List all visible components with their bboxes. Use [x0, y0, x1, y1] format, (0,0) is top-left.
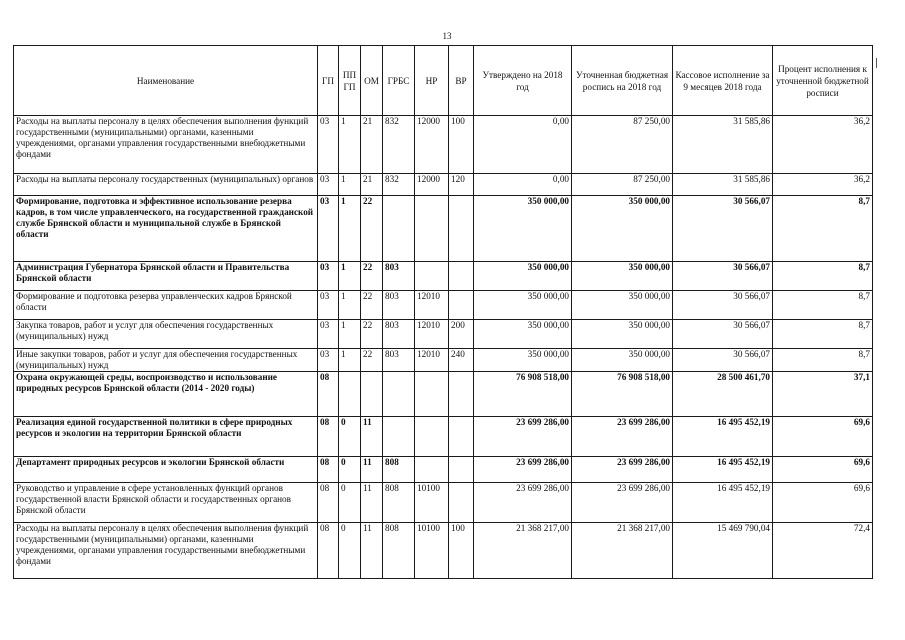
cell-gp: 03 — [318, 116, 339, 174]
cell-percent: 36,2 — [773, 116, 873, 174]
cell-grbs: 832 — [383, 174, 415, 196]
cell-refined: 350 000,00 — [572, 349, 673, 372]
cell-ppgp: 0 — [339, 523, 361, 579]
header-grbs: ГРБС — [383, 46, 415, 116]
cell-percent: 72,4 — [773, 523, 873, 579]
cell-np: 10100 — [415, 523, 449, 579]
cell-name: Формирование и подготовка резерва управленческих кадров Брянской области — [14, 291, 318, 320]
cell-approved: 350 000,00 — [474, 262, 572, 291]
cell-ppgp: 0 — [339, 417, 361, 457]
table-row — [14, 262, 873, 291]
cell-percent: 69,6 — [773, 483, 873, 523]
cell-refined: 87 250,00 — [572, 174, 673, 196]
cell-refined: 76 908 518,00 — [572, 372, 673, 417]
cell-ppgp: 1 — [339, 262, 361, 291]
cell-name: Администрация Губернатора Брянской области и Правительства Брянской области — [14, 262, 318, 291]
cell-ppgp: 1 — [339, 196, 361, 262]
cell-refined: 23 699 286,00 — [572, 457, 673, 483]
cell-vr — [449, 196, 474, 262]
cell-refined: 23 699 286,00 — [572, 417, 673, 457]
cell-cash: 30 566,07 — [673, 291, 773, 320]
cell-np — [415, 262, 449, 291]
cell-ppgp: 1 — [339, 174, 361, 196]
cell-vr: 120 — [449, 174, 474, 196]
table-row — [14, 349, 873, 372]
cell-percent: 8,7 — [773, 291, 873, 320]
cell-grbs: 803 — [383, 320, 415, 349]
cell-approved: 21 368 217,00 — [474, 523, 572, 579]
cell-cash: 30 566,07 — [673, 349, 773, 372]
cell-np — [415, 196, 449, 262]
cell-om: 21 — [361, 174, 383, 196]
cell-percent: 69,6 — [773, 457, 873, 483]
cell-vr — [449, 262, 474, 291]
cell-ppgp: 0 — [339, 457, 361, 483]
cell-gp: 03 — [318, 320, 339, 349]
cell-om: 11 — [361, 523, 383, 579]
cell-cash: 31 585,86 — [673, 116, 773, 174]
cell-vr — [449, 457, 474, 483]
cell-name: Департамент природных ресурсов и экологии Брянской области — [14, 457, 318, 483]
cell-vr: 100 — [449, 116, 474, 174]
cell-cash: 31 585,86 — [673, 174, 773, 196]
table-row — [14, 523, 873, 579]
cell-name: Формирование, подготовка и эффективное использование резерва кадров, в том числе управленческого, на государственной гражданской службе Брянской области и муниципальной службе в Брянской области — [14, 196, 318, 262]
cell-approved: 350 000,00 — [474, 196, 572, 262]
cell-om: 22 — [361, 262, 383, 291]
cell-refined: 350 000,00 — [572, 196, 673, 262]
cell-np: 12000 — [415, 116, 449, 174]
cell-percent: 37,1 — [773, 372, 873, 417]
cell-approved: 350 000,00 — [474, 349, 572, 372]
table-row — [14, 196, 873, 262]
cell-grbs: 803 — [383, 291, 415, 320]
table-row — [14, 174, 873, 196]
cell-cash: 30 566,07 — [673, 320, 773, 349]
table-row — [14, 372, 873, 417]
cell-grbs: 808 — [383, 523, 415, 579]
header-name: Наименование — [14, 46, 318, 116]
scan-mark — [876, 58, 877, 68]
cell-name: Закупка товаров, работ и услуг для обеспечения государственных (муниципальных) нужд — [14, 320, 318, 349]
page-number: 13 — [442, 31, 452, 41]
cell-vr: 100 — [449, 523, 474, 579]
cell-cash: 28 500 461,70 — [673, 372, 773, 417]
cell-percent: 8,7 — [773, 196, 873, 262]
cell-refined: 23 699 286,00 — [572, 483, 673, 523]
budget-table — [13, 45, 873, 579]
cell-vr — [449, 372, 474, 417]
header-refined: Уточненная бюджетная роспись на 2018 год — [572, 46, 673, 116]
cell-name: Руководство и управление в сфере установленных функций органов государственной власти Брянской области и государственных органов Брянской области — [14, 483, 318, 523]
header-row — [14, 46, 873, 116]
cell-approved: 23 699 286,00 — [474, 457, 572, 483]
cell-refined: 350 000,00 — [572, 262, 673, 291]
cell-refined: 350 000,00 — [572, 320, 673, 349]
cell-gp: 03 — [318, 262, 339, 291]
cell-np — [415, 417, 449, 457]
cell-gp: 03 — [318, 291, 339, 320]
header-om: ОМ — [361, 46, 383, 116]
cell-gp: 08 — [318, 523, 339, 579]
cell-np — [415, 457, 449, 483]
cell-om — [361, 372, 383, 417]
cell-cash: 16 495 452,19 — [673, 417, 773, 457]
cell-percent: 8,7 — [773, 262, 873, 291]
header-np: НР — [415, 46, 449, 116]
header-approved: Утверждено на 2018 год — [474, 46, 572, 116]
cell-cash: 16 495 452,19 — [673, 457, 773, 483]
header-gp: ГП — [318, 46, 339, 116]
table-row — [14, 483, 873, 523]
cell-grbs — [383, 372, 415, 417]
cell-approved: 0,00 — [474, 116, 572, 174]
cell-om: 22 — [361, 196, 383, 262]
cell-cash: 15 469 790,04 — [673, 523, 773, 579]
cell-refined: 350 000,00 — [572, 291, 673, 320]
cell-om: 22 — [361, 291, 383, 320]
cell-np: 12010 — [415, 349, 449, 372]
cell-om: 22 — [361, 320, 383, 349]
table-body — [14, 116, 873, 579]
cell-vr — [449, 483, 474, 523]
cell-approved: 23 699 286,00 — [474, 417, 572, 457]
cell-np — [415, 372, 449, 417]
cell-vr — [449, 417, 474, 457]
table-row — [14, 291, 873, 320]
cell-vr: 240 — [449, 349, 474, 372]
table-row — [14, 417, 873, 457]
cell-gp: 08 — [318, 372, 339, 417]
header-cash: Кассовое исполнение за 9 месяцев 2018 года — [673, 46, 773, 116]
cell-approved: 23 699 286,00 — [474, 483, 572, 523]
cell-ppgp: 1 — [339, 349, 361, 372]
cell-approved: 76 908 518,00 — [474, 372, 572, 417]
cell-gp: 03 — [318, 196, 339, 262]
cell-ppgp: 0 — [339, 483, 361, 523]
header-ppgp: ПП ГП — [339, 46, 361, 116]
cell-om: 22 — [361, 349, 383, 372]
cell-np: 12010 — [415, 320, 449, 349]
table-row — [14, 116, 873, 174]
cell-grbs — [383, 417, 415, 457]
cell-approved: 350 000,00 — [474, 320, 572, 349]
cell-percent: 69,6 — [773, 417, 873, 457]
cell-vr: 200 — [449, 320, 474, 349]
cell-grbs: 808 — [383, 457, 415, 483]
cell-percent: 8,7 — [773, 320, 873, 349]
cell-cash: 16 495 452,19 — [673, 483, 773, 523]
cell-name: Иные закупки товаров, работ и услуг для обеспечения государственных (муниципальных) нужд — [14, 349, 318, 372]
cell-np: 12000 — [415, 174, 449, 196]
cell-ppgp: 1 — [339, 320, 361, 349]
cell-gp: 03 — [318, 174, 339, 196]
header-percent: Процент исполнения к уточненной бюджетной росписи — [773, 46, 873, 116]
cell-gp: 03 — [318, 349, 339, 372]
cell-name: Расходы на выплаты персоналу государственных (муниципальных) органов — [14, 174, 318, 196]
cell-refined: 87 250,00 — [572, 116, 673, 174]
cell-vr — [449, 291, 474, 320]
cell-ppgp — [339, 372, 361, 417]
cell-name: Реализация единой государственной политики в сфере природных ресурсов и экологии на территории Брянской области — [14, 417, 318, 457]
cell-percent: 8,7 — [773, 349, 873, 372]
cell-approved: 0,00 — [474, 174, 572, 196]
cell-om: 21 — [361, 116, 383, 174]
cell-grbs — [383, 196, 415, 262]
cell-grbs: 808 — [383, 483, 415, 523]
cell-np: 10100 — [415, 483, 449, 523]
cell-name: Расходы на выплаты персоналу в целях обеспечения выполнения функций государственными (муниципальными) органами, казенными учреждениями, органами управления государственными внебюджетными фондами — [14, 116, 318, 174]
cell-refined: 21 368 217,00 — [572, 523, 673, 579]
cell-grbs: 803 — [383, 349, 415, 372]
cell-gp: 08 — [318, 417, 339, 457]
cell-ppgp: 1 — [339, 291, 361, 320]
cell-name: Охрана окружающей среды, воспроизводство и использование природных ресурсов Брянской области (2014 - 2020 годы) — [14, 372, 318, 417]
cell-ppgp: 1 — [339, 116, 361, 174]
cell-grbs: 803 — [383, 262, 415, 291]
header-vr: ВР — [449, 46, 474, 116]
table-row — [14, 320, 873, 349]
cell-gp: 08 — [318, 483, 339, 523]
cell-grbs: 832 — [383, 116, 415, 174]
cell-gp: 08 — [318, 457, 339, 483]
cell-om: 11 — [361, 417, 383, 457]
cell-percent: 36,2 — [773, 174, 873, 196]
cell-np: 12010 — [415, 291, 449, 320]
cell-name: Расходы на выплаты персоналу в целях обеспечения выполнения функций государственными (муниципальными) органами, казенными учреждениями, органами управления государственными внебюджетными фондами — [14, 523, 318, 579]
cell-om: 11 — [361, 483, 383, 523]
cell-approved: 350 000,00 — [474, 291, 572, 320]
cell-om: 11 — [361, 457, 383, 483]
cell-cash: 30 566,07 — [673, 262, 773, 291]
table-row — [14, 457, 873, 483]
cell-cash: 30 566,07 — [673, 196, 773, 262]
